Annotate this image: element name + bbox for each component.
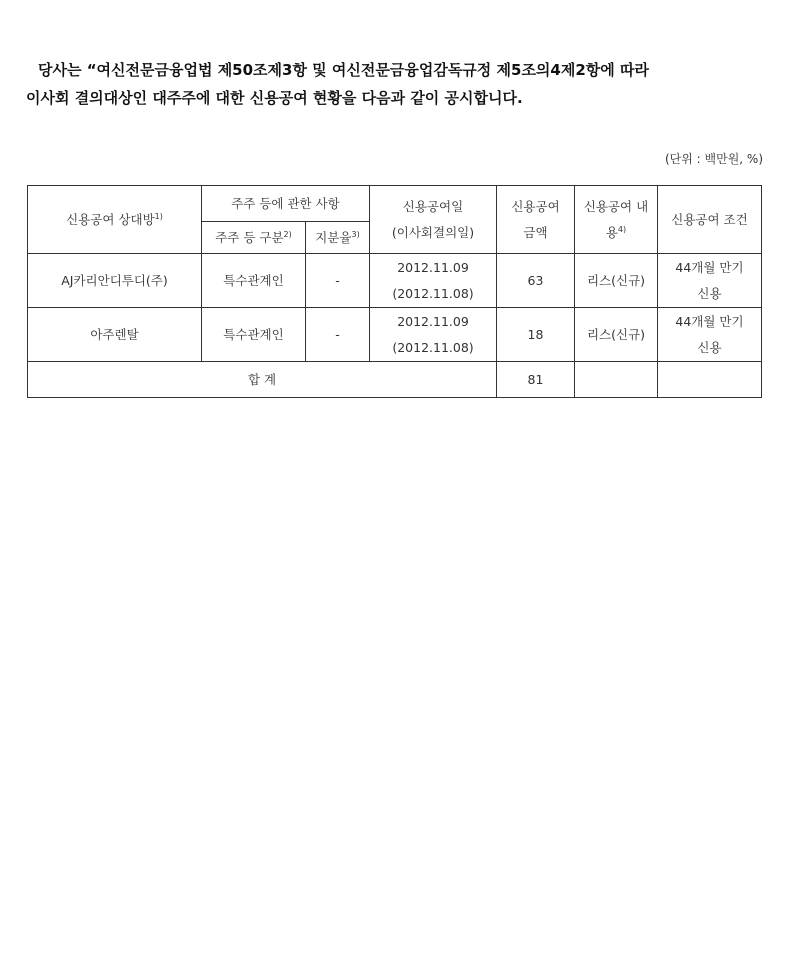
intro-text [26,56,766,112]
cell-content: 리스(신규) [575,254,658,308]
total-terms-empty [658,362,762,398]
cell-stake: - [306,254,370,308]
header-content: 신용공여 내 용$^{4)}$ [575,186,658,254]
table-row [28,308,762,362]
cell-counterparty: AJ카리안디투디(주) [28,254,202,308]
cell-amount: 63 [497,254,575,308]
intro-line-2: 이사회 결의대상인 대주주에 대한 신용공여 현황을 다음과 같이 공시합니다. [26,89,523,107]
cell-shareholder-type: 특수관계인 [202,308,306,362]
intro-line-1: 당사는 “여신전문금융업법 제50조제3항 및 여신전문금융업감독규정 제5조의4제2항에 따라 [38,61,649,79]
total-label: 합 계 [28,362,497,398]
unit-note: (단위 : 백만원, %) [664,152,763,166]
cell-terms: 44개월 만기 신용 [658,254,762,308]
cell-terms: 44개월 만기 신용 [658,308,762,362]
cell-date: 2012.11.09 (2012.11.08) [370,254,497,308]
header-row-1 [28,186,762,222]
total-content-empty [575,362,658,398]
header-shareholder-type: 주주 등 구분$^{2)}$ [202,222,306,254]
cell-counterparty: 아주렌탈 [28,308,202,362]
credit-table [27,185,762,398]
total-amount: 81 [497,362,575,398]
total-row [28,362,762,398]
header-shareholder-group: 주주 등에 관한 사항 [202,186,370,222]
cell-stake: - [306,308,370,362]
header-date: 신용공여일 (이사회결의일) [370,186,497,254]
cell-content: 리스(신규) [575,308,658,362]
header-terms: 신용공여 조건 [658,186,762,254]
cell-amount: 18 [497,308,575,362]
cell-date: 2012.11.09 (2012.11.08) [370,308,497,362]
header-amount: 신용공여 금액 [497,186,575,254]
header-stake: 지분율$^{3)}$ [306,222,370,254]
cell-shareholder-type: 특수관계인 [202,254,306,308]
table-row [28,254,762,308]
header-counterparty: 신용공여 상대방$^{1)}$ [28,186,202,254]
